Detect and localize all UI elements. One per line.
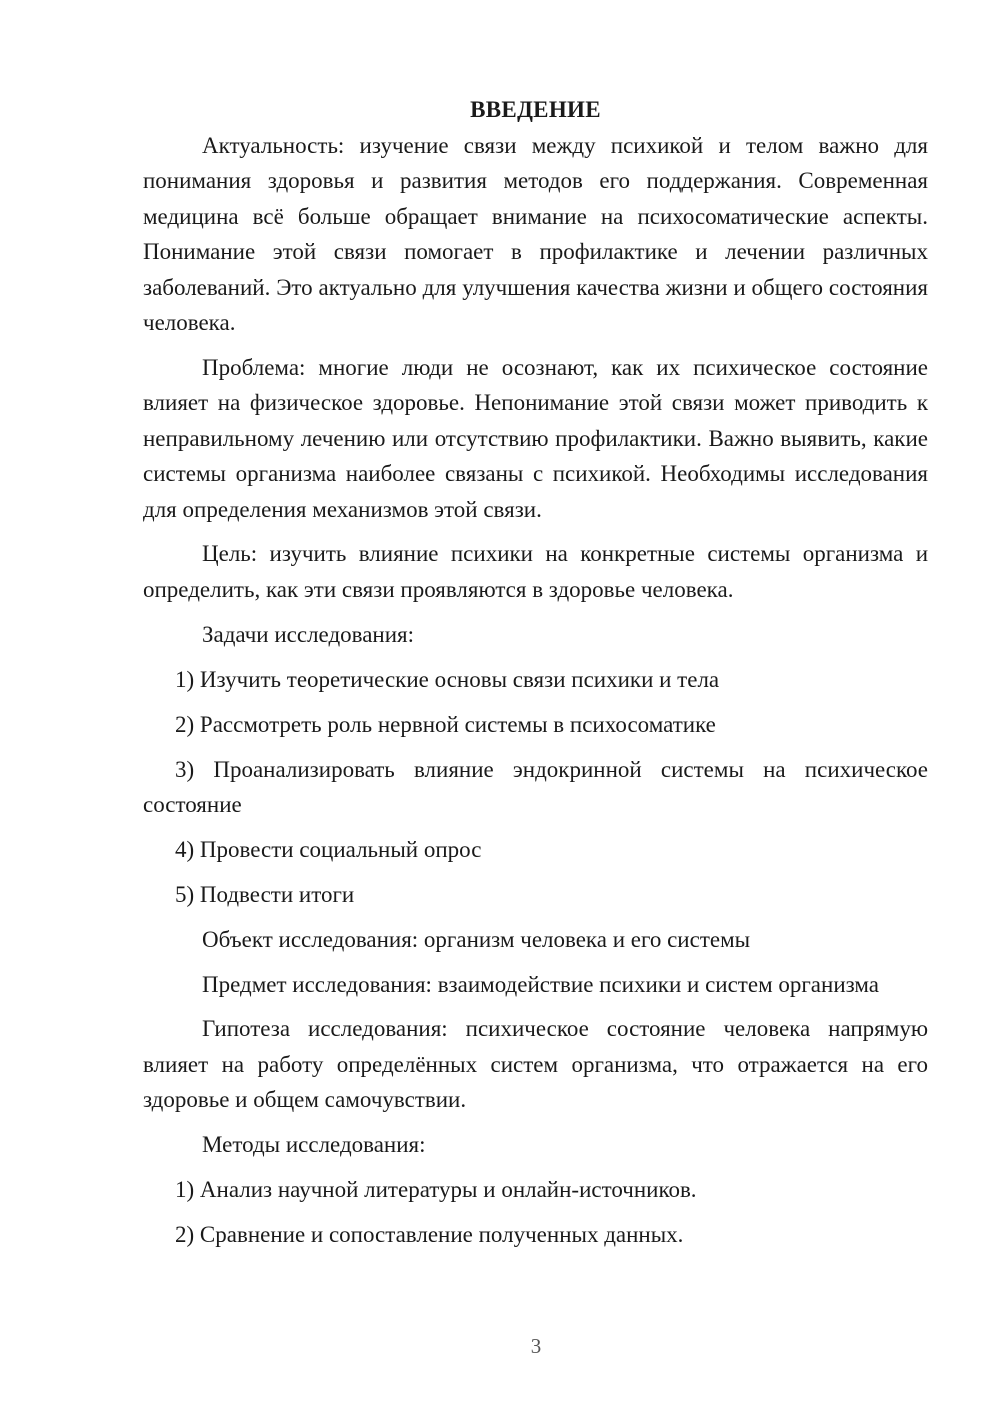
object-paragraph: Объект исследования: организм человека и его системы	[202, 926, 751, 952]
page-content	[143, 92, 928, 1262]
tasks-heading: Задачи исследования:	[202, 621, 415, 647]
task-item: 2) Рассмотреть роль нервной системы в психосоматике	[175, 711, 716, 737]
task-item: 3) Проанализировать влияние эндокринной системы на психическое состояние	[143, 756, 928, 817]
problem-paragraph: Проблема: многие люди не осознают, как их психическое состояние влияет на физическое здоровье. Непонимание этой связи может приводить к неправильному лечению или отсутствию профилактики. Важно выявить, какие системы организма наиболее связаны с психикой. Необходимы исследования для определения механизмов этой связи.	[143, 354, 928, 522]
task-item: 5) Подвести итоги	[175, 881, 355, 907]
section-title: ВВЕДЕНИЕ	[470, 97, 601, 122]
relevance-paragraph: Актуальность: изучение связи между психикой и телом важно для понимания здоровья и развития методов его поддержания. Современная медицина всё больше обращает внимание на психосоматические аспекты. Понимание этой связи помогает в профилактике и лечении различных заболеваний. Это актуально для улучшения качества жизни и общего состояния человека.	[143, 133, 928, 336]
methods-heading: Методы исследования:	[202, 1132, 426, 1158]
task-item: 4) Провести социальный опрос	[175, 836, 482, 862]
hypothesis-paragraph: Гипотеза исследования: психическое состояние человека напрямую влияет на работу определённых систем организма, что отражается на его здоровье и общем самочувствии.	[143, 1016, 928, 1113]
subject-paragraph: Предмет исследования: взаимодействие психики и систем организма	[202, 971, 879, 997]
task-item: 1) Изучить теоретические основы связи психики и тела	[175, 666, 720, 692]
method-item: 2) Сравнение и сопоставление полученных данных.	[175, 1221, 684, 1247]
method-item: 1) Анализ научной литературы и онлайн-источников.	[175, 1177, 697, 1203]
page-number: 3	[530, 1334, 542, 1358]
goal-paragraph: Цель: изучить влияние психики на конкретные системы организма и определить, как эти связи проявляются в здоровье человека.	[143, 541, 928, 602]
